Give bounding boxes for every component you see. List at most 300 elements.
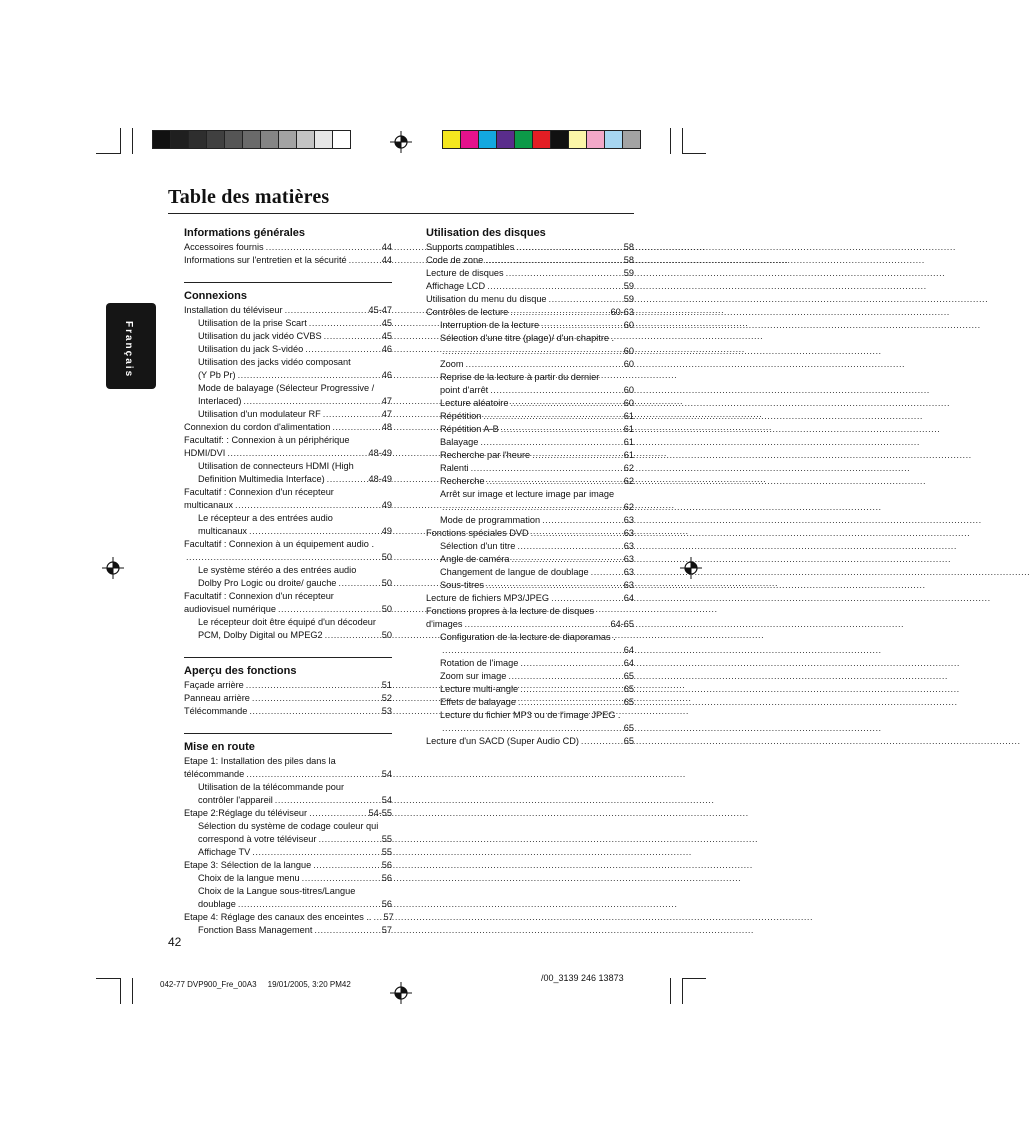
- entry-title: audiovisuel numérique: [184, 604, 276, 614]
- dot-leader: [309, 317, 380, 330]
- entry-title: Fonctions spéciales DVD: [426, 528, 529, 538]
- crop-mark: [670, 978, 671, 1004]
- toc-entry: [184, 408, 392, 421]
- entry-page: 45: [381, 318, 392, 328]
- entry-page: 64: [623, 658, 634, 668]
- toc-entry: [184, 304, 392, 317]
- grayscale-color-bar: [152, 130, 351, 149]
- entry-title: Etape 2:Réglage du téléviseur: [184, 808, 308, 818]
- dot-leader: [520, 683, 622, 696]
- entry-page: 57: [381, 925, 392, 935]
- entry-title: doublage: [198, 899, 236, 909]
- dot-leader: [516, 241, 621, 254]
- entry-page: 62: [623, 463, 634, 473]
- toc-entry: [184, 781, 392, 794]
- dot-leader: [373, 911, 381, 924]
- color-swatch: [279, 131, 297, 148]
- dot-leader: [506, 267, 622, 280]
- entry-title: Sélection d'un titre: [440, 541, 516, 551]
- toc-entry: [184, 603, 392, 616]
- toc-entry: [184, 911, 392, 924]
- entry-page: 58: [623, 255, 634, 265]
- toc-entry: [426, 410, 634, 423]
- toc-section: [184, 226, 392, 267]
- color-swatch: [461, 131, 479, 148]
- toc-entry: [184, 885, 392, 898]
- toc-entry: [426, 579, 634, 592]
- entry-title: correspond à votre téléviseur: [198, 834, 317, 844]
- toc-entry: [184, 846, 392, 859]
- dot-leader: [485, 254, 622, 267]
- toc-entry: [184, 807, 392, 820]
- crop-mark: [96, 978, 120, 979]
- dot-leader: [243, 395, 379, 408]
- entry-title: Affichage TV: [198, 847, 251, 857]
- entry-page: 63: [623, 541, 634, 551]
- entry-title: Sélection d'une titre (plage)/ d'un chapitre .: [440, 333, 615, 343]
- toc-entry: [426, 254, 634, 267]
- dot-leader: [490, 384, 622, 397]
- dot-leader: [327, 473, 367, 486]
- dot-leader: [532, 449, 622, 462]
- entry-title: télécommande: [184, 769, 245, 779]
- entry-page: 54-55: [368, 808, 392, 818]
- toc-entry: [184, 833, 392, 846]
- section-divider: [184, 282, 392, 283]
- cmyk-color-bar: [442, 130, 641, 149]
- dot-leader: [508, 670, 621, 683]
- dot-leader: [486, 475, 621, 488]
- entry-title: Affichage LCD: [426, 281, 486, 291]
- entry-title: Répétition A-B: [440, 424, 499, 434]
- toc-entry: [184, 859, 392, 872]
- toc-entry: [184, 330, 392, 343]
- dot-leader: [266, 241, 380, 254]
- entry-title: Choix de la langue menu: [198, 873, 300, 883]
- entry-page: 60: [623, 385, 634, 395]
- toc-entry: [184, 241, 392, 254]
- toc-entry: [184, 512, 392, 525]
- dot-leader: [486, 579, 622, 592]
- toc-entry: [426, 644, 634, 657]
- toc-entry: [426, 462, 634, 475]
- dot-leader: [313, 859, 380, 872]
- entry-page: 64: [623, 645, 634, 655]
- entry-title: Lecture du fichier MP3 ou de l'image JPEG .: [440, 710, 621, 720]
- dot-leader: [518, 696, 622, 709]
- dot-leader: [464, 618, 608, 631]
- toc-right-column: [426, 226, 634, 763]
- section-heading: Utilisation des disques: [426, 227, 546, 239]
- entry-page: 45: [381, 331, 392, 341]
- entry-page: 51: [381, 680, 392, 690]
- entry-page: 44: [381, 255, 392, 265]
- entry-page: 62: [623, 502, 634, 512]
- entry-page: 56: [381, 873, 392, 883]
- document-code: /00_3139 246 13873: [541, 973, 624, 983]
- entry-title: Angle de caméra: [440, 554, 510, 564]
- crop-mark: [682, 978, 706, 979]
- entry-page: 62: [623, 476, 634, 486]
- dot-leader: [551, 592, 622, 605]
- toc-entry: [426, 241, 634, 254]
- entry-title: Lecture de disques: [426, 268, 504, 278]
- entry-title: Changement de langue de doublage: [440, 567, 589, 577]
- dot-leader: [246, 679, 380, 692]
- color-swatch: [315, 131, 333, 148]
- toc-entry: [426, 397, 634, 410]
- toc-entry: [184, 447, 392, 460]
- toc-entry: [184, 564, 392, 577]
- toc-entry: [184, 629, 392, 642]
- entry-title: multicanaux: [198, 526, 248, 536]
- toc-entry: [426, 345, 634, 358]
- crop-mark: [96, 153, 120, 154]
- entry-title: Zoom sur image: [440, 671, 507, 681]
- entry-page: 54: [381, 769, 392, 779]
- toc-entry: [426, 566, 634, 579]
- entry-page: 47: [381, 409, 392, 419]
- toc-entry: [426, 514, 634, 527]
- color-swatch: [623, 131, 640, 148]
- toc-entry: [426, 631, 634, 644]
- dot-leader: [305, 343, 380, 356]
- toc-entry: [184, 538, 392, 551]
- toc-entry: [184, 794, 392, 807]
- entry-title: Sous-titres: [440, 580, 484, 590]
- dot-leader: [238, 898, 380, 911]
- toc-entry: [426, 306, 634, 319]
- entry-page: 65: [623, 671, 634, 681]
- entry-title: d'images: [426, 619, 463, 629]
- toc-entry: [426, 267, 634, 280]
- color-swatch: [261, 131, 279, 148]
- toc-entry: [426, 618, 634, 631]
- entry-page: 50: [381, 604, 392, 614]
- entry-title: Balayage: [440, 437, 479, 447]
- crop-mark: [682, 128, 683, 154]
- entry-page: 61: [623, 411, 634, 421]
- entry-page: 56: [381, 860, 392, 870]
- dot-leader: [235, 499, 380, 512]
- toc-entry: [184, 525, 392, 538]
- dot-leader: [278, 603, 380, 616]
- entry-page: 60: [623, 346, 634, 356]
- entry-page: 63: [623, 567, 634, 577]
- entry-page: 44: [381, 242, 392, 252]
- entry-title: Lecture de fichiers MP3/JPEG: [426, 593, 550, 603]
- entry-page: 65: [623, 723, 634, 733]
- entry-title: Informations sur l'entretien et la sécurité: [184, 255, 347, 265]
- entry-title: Le récepteur a des entrées audio: [198, 513, 333, 523]
- toc-entry: [426, 553, 634, 566]
- entry-title: Utilisation de la télécommande pour: [198, 782, 345, 792]
- entry-page: 61: [623, 437, 634, 447]
- entry-title: Sélection du système de codage couleur qui: [198, 821, 379, 831]
- entry-title: Façade arrière: [184, 680, 244, 690]
- entry-title: Facultatif: : Connexion à un périphérique: [184, 435, 350, 445]
- entry-title: Utilisation de connecteurs HDMI (High: [198, 461, 354, 471]
- dot-leader: [246, 768, 380, 781]
- crop-mark: [682, 978, 683, 1004]
- entry-title: Contrôles de lecture: [426, 307, 509, 317]
- dot-leader: [511, 553, 621, 566]
- section-heading: Mise en route: [184, 741, 255, 753]
- title-divider: [168, 213, 634, 214]
- section-divider: [184, 733, 392, 734]
- print-job-info: 042-77 DVP900_Fre_00A3 19/01/2005, 3:20 PM42: [160, 980, 351, 989]
- dot-leader: [520, 657, 621, 670]
- section-heading: Connexions: [184, 290, 247, 302]
- entry-title: Télécommande: [184, 706, 248, 716]
- entry-title: Reprise de la lecture à partir du dernier: [440, 372, 600, 382]
- toc-entry: [426, 319, 634, 332]
- entry-title: PCM, Dolby Digital ou MPEG2: [198, 630, 323, 640]
- dot-leader: [324, 330, 380, 343]
- toc-entry: [426, 384, 634, 397]
- entry-page: 60: [623, 398, 634, 408]
- entry-page: 63: [623, 528, 634, 538]
- dot-leader: [442, 722, 622, 735]
- toc-entry: [184, 382, 392, 395]
- color-swatch: [207, 131, 225, 148]
- entry-title: Effets de balayage: [440, 697, 516, 707]
- dot-leader: [323, 408, 380, 421]
- dot-leader: [581, 735, 622, 748]
- dot-leader: [338, 577, 379, 590]
- toc-entry: [184, 820, 392, 833]
- entry-page: 65: [623, 697, 634, 707]
- registration-mark-icon: [390, 982, 412, 1004]
- entry-title: Etape 1: Installation des piles dans la: [184, 756, 336, 766]
- entry-title: Répétition: [440, 411, 482, 421]
- entry-title: Panneau arrière: [184, 693, 250, 703]
- entry-page: 57: [383, 912, 394, 922]
- entry-title: Utilisation de la prise Scart: [198, 318, 307, 328]
- crop-mark: [120, 128, 121, 154]
- entry-page: 46: [381, 370, 392, 380]
- dot-leader: [309, 807, 366, 820]
- toc-section: [184, 657, 392, 718]
- color-swatch: [243, 131, 261, 148]
- toc-entry: [426, 293, 634, 306]
- entry-page: 64: [623, 593, 634, 603]
- entry-title: Etape 3: Sélection de la langue: [184, 860, 312, 870]
- dot-leader: [442, 501, 622, 514]
- crop-mark: [670, 128, 671, 154]
- entry-title: HDMI/DVI: [184, 448, 226, 458]
- entry-title: Supports compatibles: [426, 242, 515, 252]
- entry-page: 60: [623, 359, 634, 369]
- toc-entry: [426, 605, 634, 618]
- toc-entry: [184, 460, 392, 473]
- color-swatch: [587, 131, 605, 148]
- dot-leader: [252, 846, 379, 859]
- dot-leader: [318, 833, 379, 846]
- dot-leader: [227, 447, 366, 460]
- entry-title: Mode de balayage (Sélecteur Progressive /: [198, 383, 375, 393]
- entry-title: Lecture aléatoire: [440, 398, 509, 408]
- crop-mark: [682, 153, 706, 154]
- toc-section: [426, 226, 634, 748]
- dot-leader: [542, 514, 622, 527]
- crop-mark: [132, 978, 133, 1004]
- entry-title: Recherche: [440, 476, 485, 486]
- toc-entry: [426, 488, 634, 501]
- section-heading: Aperçu des fonctions: [184, 665, 297, 677]
- toc-entry: [426, 280, 634, 293]
- entry-page: 48-49: [368, 474, 392, 484]
- toc-entry: [426, 709, 634, 722]
- toc-entry: [184, 872, 392, 885]
- entry-title: Le récepteur doit être équipé d'un décodeur: [198, 617, 376, 627]
- toc-entry: [184, 473, 392, 486]
- language-tab: [106, 303, 156, 389]
- section-heading: Informations générales: [184, 227, 306, 239]
- entry-page: 52: [381, 693, 392, 703]
- toc-entry: [426, 592, 634, 605]
- entry-title: Choix de la Langue sous-titres/Langue: [198, 886, 356, 896]
- dot-leader: [314, 924, 379, 937]
- entry-page: 63: [623, 515, 634, 525]
- color-swatch: [171, 131, 189, 148]
- toc-entry: [184, 924, 392, 937]
- dot-leader: [487, 280, 622, 293]
- color-swatch: [605, 131, 623, 148]
- color-swatch: [189, 131, 207, 148]
- toc-entry: [184, 577, 392, 590]
- entry-page: 47: [381, 396, 392, 406]
- dot-leader: [442, 644, 622, 657]
- entry-title: Installation du téléviseur: [184, 305, 283, 315]
- entry-page: 56: [381, 899, 392, 909]
- toc-entry: [184, 369, 392, 382]
- toc-entry: [184, 755, 392, 768]
- dot-leader: [275, 794, 380, 807]
- entry-page: 46: [381, 344, 392, 354]
- toc-entry: [426, 540, 634, 553]
- toc-entry: [184, 395, 392, 408]
- toc-entry: [184, 898, 392, 911]
- entry-title: Utilisation du menu du disque: [426, 294, 547, 304]
- toc-entry: [426, 358, 634, 371]
- color-swatch: [515, 131, 533, 148]
- color-swatch: [443, 131, 461, 148]
- entry-page: 53: [381, 706, 392, 716]
- toc-entry: [426, 670, 634, 683]
- entry-page: 50: [381, 552, 392, 562]
- dot-leader: [531, 527, 622, 540]
- entry-title: Lecture multi-angle: [440, 684, 519, 694]
- entry-page: 65: [623, 684, 634, 694]
- entry-page: 45-47: [368, 305, 392, 315]
- dot-leader: [252, 692, 380, 705]
- page-number: 42: [168, 935, 182, 949]
- entry-page: 59: [623, 294, 634, 304]
- toc-entry: [184, 679, 392, 692]
- toc-entry: [426, 436, 634, 449]
- entry-page: 61: [623, 424, 634, 434]
- toc-entry: [426, 332, 634, 345]
- toc-entry: [426, 423, 634, 436]
- entry-title: Utilisation du jack S-vidéo: [198, 344, 304, 354]
- entry-page: 63: [623, 580, 634, 590]
- dot-leader: [541, 319, 622, 332]
- dot-leader: [325, 629, 380, 642]
- dot-leader: [302, 872, 380, 885]
- toc-left-column: [184, 226, 392, 952]
- toc-entry: [184, 705, 392, 718]
- entry-title: Utilisation des jacks vidéo composant: [198, 357, 351, 367]
- entry-page: 49: [381, 500, 392, 510]
- crop-mark: [132, 128, 133, 154]
- toc-entry: [184, 254, 392, 267]
- entry-title: Code de zone: [426, 255, 484, 265]
- color-swatch: [533, 131, 551, 148]
- toc-entry: [184, 692, 392, 705]
- toc-section: [184, 282, 392, 642]
- dot-leader: [471, 462, 622, 475]
- entry-page: 49: [381, 526, 392, 536]
- entry-title: Connexion du cordon d'alimentation: [184, 422, 331, 432]
- dot-leader: [332, 421, 379, 434]
- entry-page: 64-65: [610, 619, 634, 629]
- entry-title: Definition Multimedia Interface): [198, 474, 325, 484]
- entry-page: 55: [381, 834, 392, 844]
- toc-entry: [426, 722, 634, 735]
- entry-title: Fonctions propres à la lecture de disques: [426, 606, 595, 616]
- toc-entry: [184, 590, 392, 603]
- dot-leader: [501, 423, 622, 436]
- crop-mark: [120, 978, 121, 1004]
- dot-leader: [285, 304, 367, 317]
- dot-leader: [249, 705, 379, 718]
- entry-title: (Y Pb Pr): [198, 370, 236, 380]
- dot-leader: [466, 358, 622, 371]
- toc-entry: [184, 768, 392, 781]
- toc-entry: [184, 499, 392, 512]
- dot-leader: [483, 410, 621, 423]
- color-swatch: [225, 131, 243, 148]
- dot-leader: [186, 551, 380, 564]
- entry-page: 48-49: [368, 448, 392, 458]
- entry-page: 61: [623, 450, 634, 460]
- color-swatch: [569, 131, 587, 148]
- entry-page: 60-63: [610, 307, 634, 317]
- entry-page: 50: [381, 578, 392, 588]
- entry-title: Le système stéréo a des entrées audio: [198, 565, 357, 575]
- entry-title: multicanaux: [184, 500, 234, 510]
- entry-title: Accessoires fournis: [184, 242, 264, 252]
- toc-entry: [184, 434, 392, 447]
- entry-title: Interlaced): [198, 396, 242, 406]
- entry-page: 54: [381, 795, 392, 805]
- color-swatch: [551, 131, 569, 148]
- dot-leader: [480, 436, 621, 449]
- toc-entry: [184, 421, 392, 434]
- entry-title: point d'arrêt: [440, 385, 489, 395]
- entry-title: Facultatif : Connexion d'un récepteur: [184, 487, 334, 497]
- entry-title: contrôler l'appareil: [198, 795, 273, 805]
- color-swatch: [297, 131, 315, 148]
- entry-title: Utilisation d'un modulateur RF: [198, 409, 321, 419]
- toc-entry: [184, 356, 392, 369]
- toc-entry: [426, 696, 634, 709]
- entry-title: Ralenti: [440, 463, 469, 473]
- color-swatch: [497, 131, 515, 148]
- toc-entry: [426, 683, 634, 696]
- toc-entry: [184, 616, 392, 629]
